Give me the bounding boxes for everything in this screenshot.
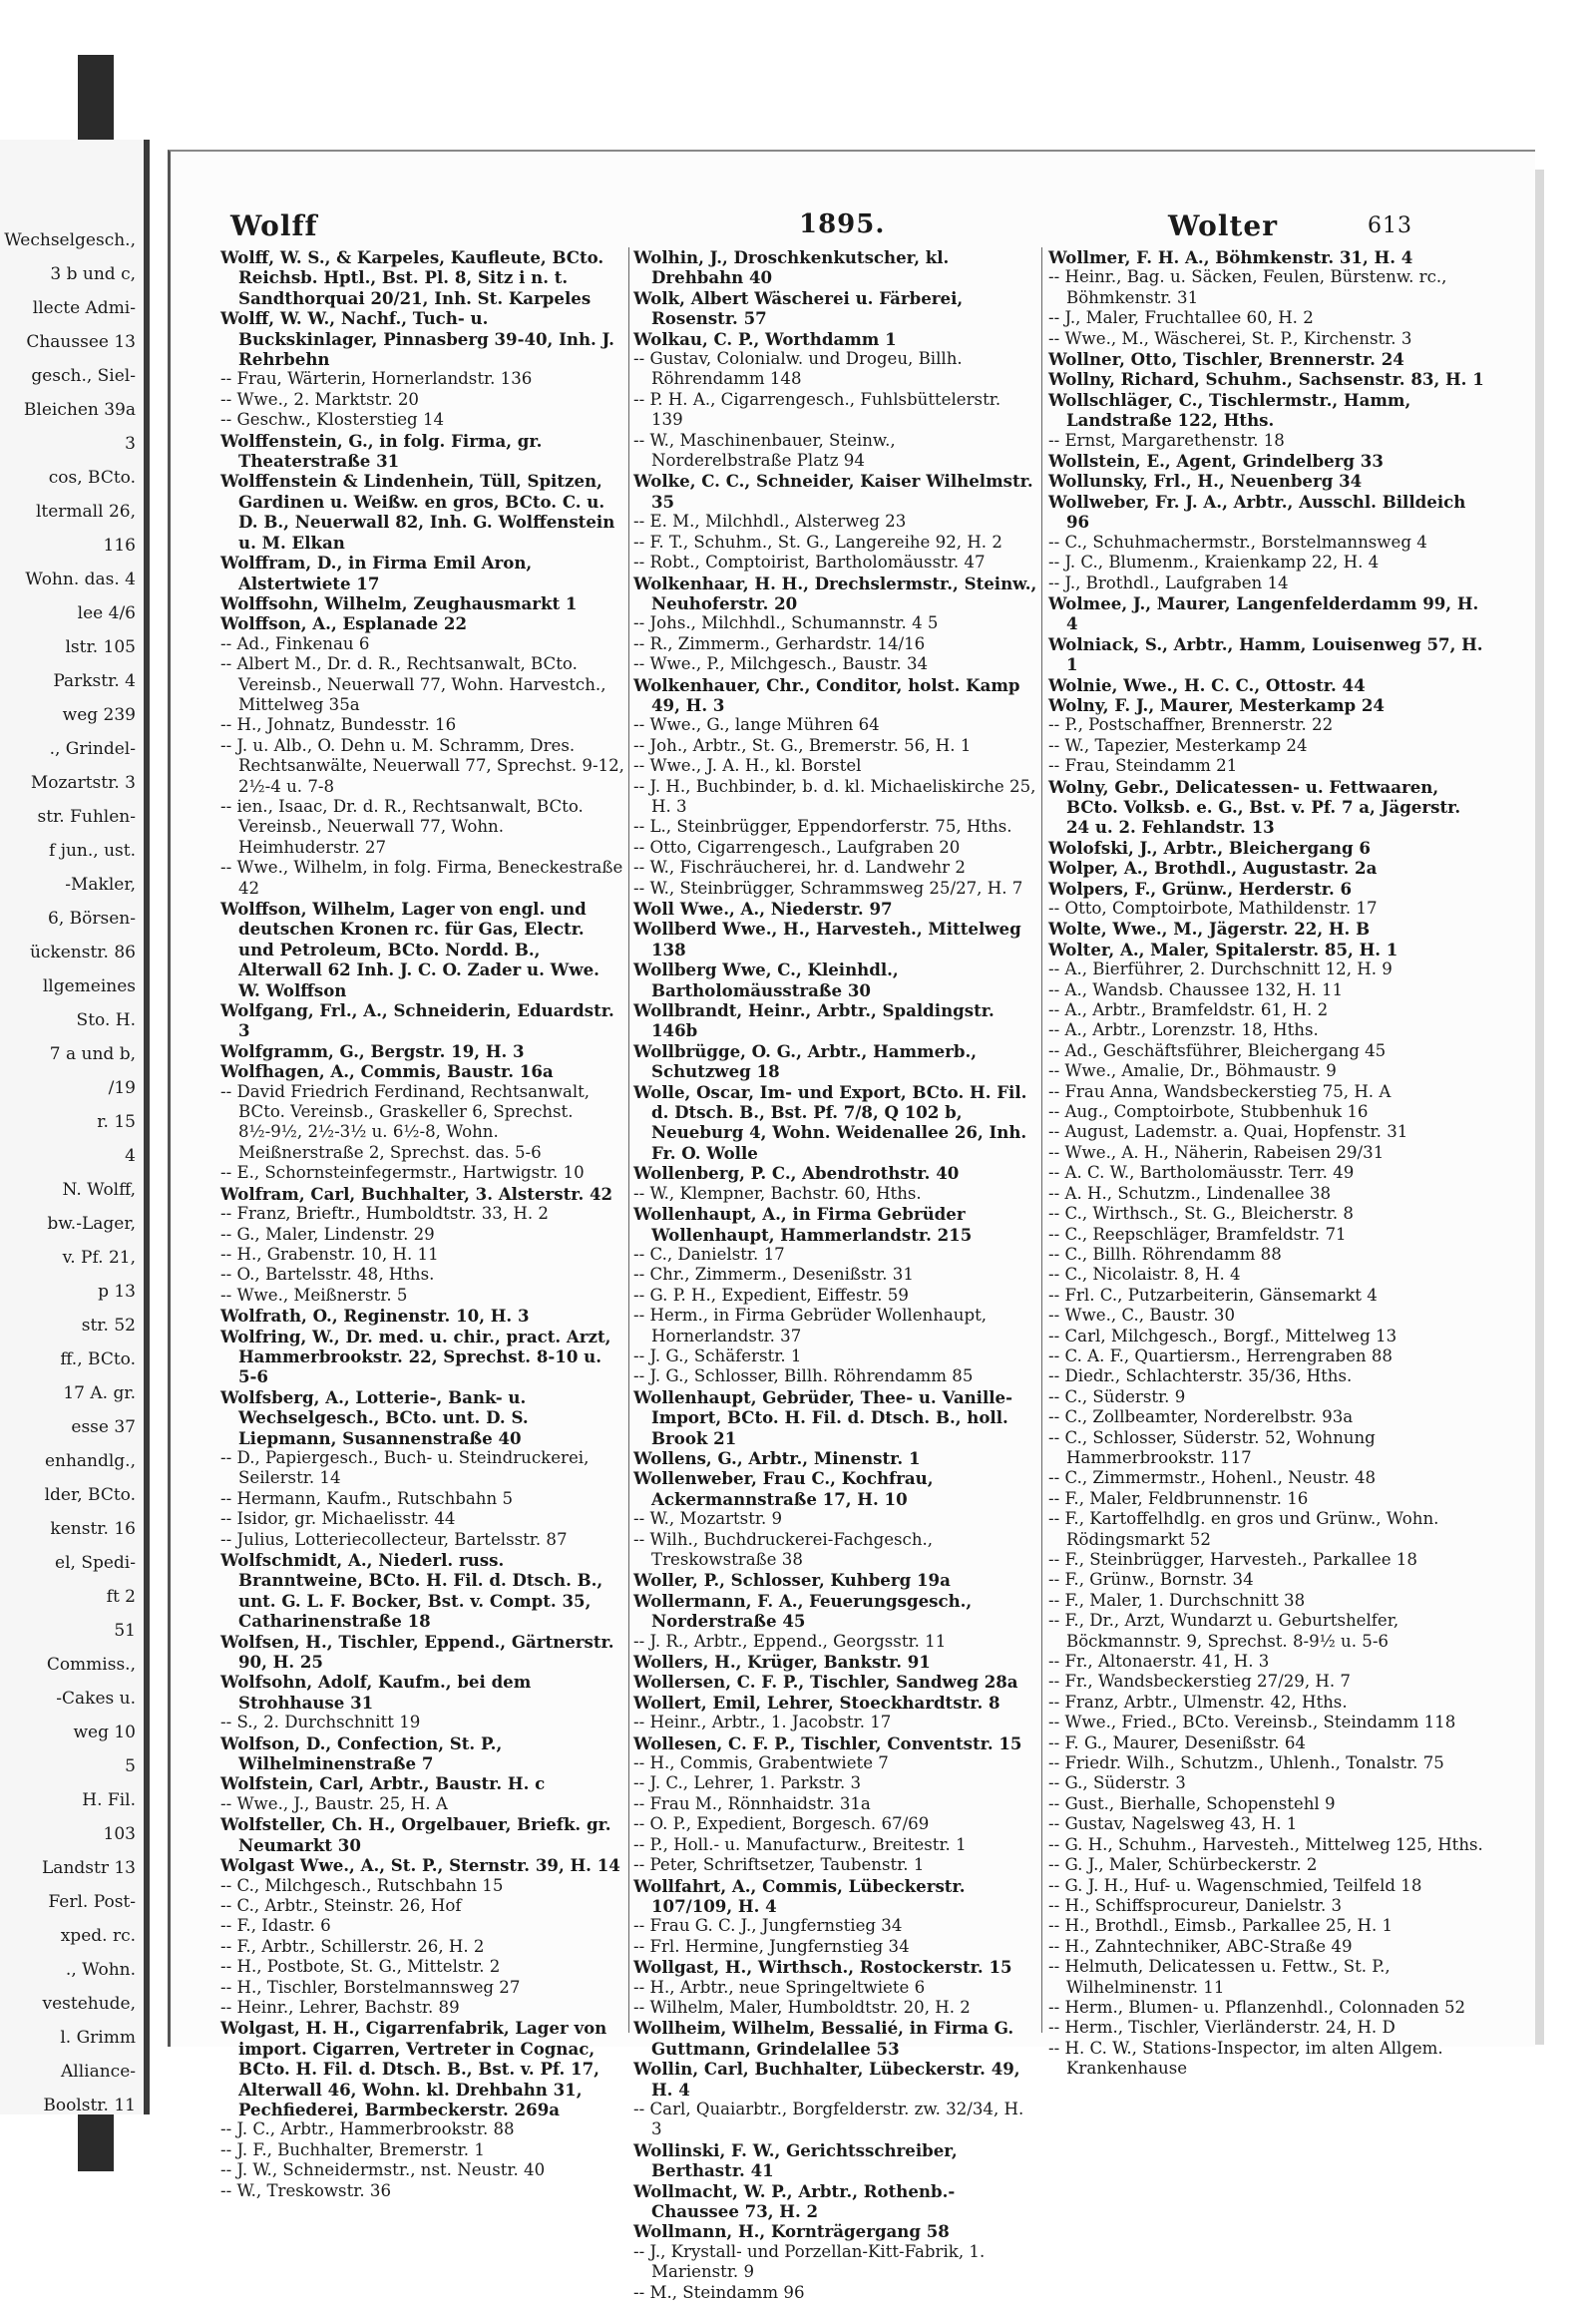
column-3	[1048, 247, 1485, 2079]
directory-entry: Wollmann, H., Kornträgergang 58	[633, 2221, 950, 2242]
directory-entry: -- D., Papiergesch., Buch- u. Steindruckerei, Seilerstr. 14	[220, 1447, 590, 1488]
directory-entry: -- Frl. C., Putzarbeiterin, Gänsemarkt 4	[1048, 1285, 1378, 1305]
directory-entry: -- J. R., Arbtr., Eppend., Georgsstr. 11	[633, 1631, 947, 1651]
directory-entry: -- Wwe., 2. Marktstr. 20	[220, 389, 419, 409]
directory-entry: Wolffsohn, Wilhelm, Zeughausmarkt 1	[220, 592, 578, 613]
directory-entry: -- J. u. Alb., O. Dehn u. M. Schramm, Dres. Rechtsanwälte, Neuerwall 77, Sprechst. 9-12, 2½-4 u. 7-8	[220, 735, 624, 796]
directory-entry: -- A. C. W., Bartholomäusstr. Terr. 49	[1048, 1163, 1355, 1183]
directory-entry: Wolfrath, O., Reginenstr. 10, H. 3	[220, 1306, 530, 1327]
directory-entry: -- H., Johnatz, Bundesstr. 16	[220, 715, 457, 735]
directory-entry: -- Ad., Finkenau 6	[220, 633, 370, 653]
directory-entry: -- F., Grünw., Bornstr. 34	[1048, 1570, 1254, 1590]
directory-entry: -- Helmuth, Delicatessen u. Fettw., St. P., Wilhelminenstr. 11	[1048, 1957, 1391, 1997]
directory-entry: -- F., Kartoffelhdlg. en gros und Grünw., Wohn. Rödingsmarkt 52	[1048, 1509, 1439, 1549]
directory-entry: -- P., Holl.- u. Manufacturw., Breitestr. 1	[633, 1834, 967, 1854]
previous-page-line: xped. rc.	[60, 1926, 136, 1946]
directory-entry: -- Franz, Arbtr., Ulmenstr. 42, Hths.	[1048, 1692, 1348, 1712]
directory-entry: Wollenberg, P. C., Abendrothstr. 40	[633, 1163, 960, 1184]
previous-page-line: ., Grindel-	[49, 739, 136, 759]
directory-entry: Wolffenstein & Lindenhein, Tüll, Spitzen, Gardinen u. Weißw. en gros, BCto. C. u. D. B., Neuerwall 82, Inh. G. Wolffenstein u. M. Elkan	[220, 471, 615, 553]
previous-page-line: weg 239	[62, 705, 136, 725]
directory-entry: Wolkau, C. P., Worthdamm 1	[633, 328, 897, 349]
directory-entry: -- H., Postbote, St. G., Mittelstr. 2	[220, 1957, 501, 1977]
directory-entry: -- Robt., Comptoirist, Bartholomäusstr. 47	[633, 553, 986, 573]
running-head-right: Wolter	[1168, 209, 1278, 242]
directory-entry: Wolff, W. W., Nachf., Tuch- u. Buckskinlager, Pinnasberg 39-40, Inh. J. Rehrbehn	[220, 308, 614, 370]
previous-page-line: p 13	[98, 1282, 136, 1302]
previous-page-line: Landstr 13	[42, 1858, 136, 1878]
directory-entry: -- A., Wandsb. Chaussee 132, H. 11	[1048, 979, 1344, 999]
previous-page-line: esse 37	[71, 1417, 136, 1437]
previous-page-line: ückenstr. 86	[29, 943, 136, 962]
previous-page-line: enhandlg.,	[44, 1451, 136, 1471]
directory-entry: -- A., Arbtr., Lorenzstr. 18, Hths.	[1048, 1020, 1319, 1040]
previous-page-line: el, Spedi-	[55, 1553, 136, 1573]
directory-entry: Wollberg Wwe, C., Kleinhdl., Bartholomäusstraße 30	[633, 960, 899, 1000]
previous-page-line: 7 a und b,	[49, 1044, 136, 1064]
directory-entry: -- Albert M., Dr. d. R., Rechtsanwalt, BCto. Vereinsb., Neuerwall 77, Wohn. Harvestch., Mittelweg 35a	[220, 654, 606, 714]
directory-entry: Wolffram, D., in Firma Emil Aron, Alstertwiete 17	[220, 553, 533, 593]
directory-entry: -- A., Arbtr., Bramfeldstr. 61, H. 2	[1048, 1000, 1329, 1020]
directory-entry: -- H., Brothdl., Eimsb., Parkallee 25, H. 1	[1048, 1916, 1394, 1936]
directory-entry: -- H. C. W., Stations-Inspector, im alten Allgem. Krankenhause	[1048, 2038, 1443, 2079]
directory-entry: -- G. J., Maler, Schürbeckerstr. 2	[1048, 1855, 1318, 1875]
previous-page-line: gesch., Siel-	[31, 366, 136, 386]
directory-entry: -- Fr., Wandsbeckerstieg 27/29, H. 7	[1048, 1672, 1351, 1692]
directory-entry: -- J. H., Buchbinder, b. d. kl. Michaeliskirche 25, H. 3	[633, 776, 1036, 816]
directory-entry: -- Johs., Milchhdl., Schumannstr. 4 5	[633, 613, 939, 633]
directory-entry: -- Wwe., C., Baustr. 30	[1048, 1306, 1236, 1326]
directory-entry: -- Wwe., Fried., BCto. Vereinsb., Steindamm 118	[1048, 1713, 1456, 1732]
previous-page-line: Mozartstr. 3	[30, 773, 136, 793]
directory-entry: Wollner, Otto, Tischler, Brennerstr. 24	[1048, 349, 1404, 370]
directory-entry: -- Otto, Comptoirbote, Mathildenstr. 17	[1048, 899, 1378, 918]
directory-entry: Wollens, G., Arbtr., Minenstr. 1	[633, 1447, 921, 1468]
directory-entry: -- O. P., Expedient, Borgesch. 67/69	[633, 1814, 930, 1834]
directory-entry: Wolff, W. S., & Karpeles, Kaufleute, BCto. Reichsb. Hptl., Bst. Pl. 8, Sitz i n. t. Sandthorquai 20/21, Inh. St. Karpeles	[220, 247, 604, 308]
previous-page-line: kenstr. 16	[50, 1519, 136, 1539]
column-rule	[628, 247, 629, 2033]
directory-entry: -- J., Brothdl., Laufgraben 14	[1048, 573, 1289, 592]
directory-entry: Wollers, H., Krüger, Bankstr. 91	[633, 1652, 931, 1673]
directory-entry: Wolpers, F., Grünw., Herderstr. 6	[1048, 878, 1353, 899]
directory-entry: -- S., 2. Durchschnitt 19	[220, 1713, 421, 1732]
previous-page-line: 3 b und c,	[50, 264, 136, 284]
previous-page-line: lder, BCto.	[44, 1485, 136, 1505]
directory-entry: -- J. C., Lehrer, 1. Parkstr. 3	[633, 1773, 862, 1793]
directory-entry: -- G. J. H., Huf- u. Wagenschmied, Teilfeld 18	[1048, 1875, 1422, 1895]
previous-page-line: ft 2	[106, 1587, 136, 1607]
directory-entry: Wolgast Wwe., A., St. P., Sternstr. 39, H. 14	[220, 1855, 620, 1876]
previous-page-line: -Makler,	[65, 875, 136, 895]
previous-page-line: N. Wolff,	[62, 1180, 136, 1200]
directory-entry: -- Wilhelm, Maler, Humboldtstr. 20, H. 2	[633, 1997, 971, 2017]
directory-entry: -- C., Arbtr., Steinstr. 26, Hof	[220, 1895, 462, 1915]
directory-entry: Wolfsohn, Adolf, Kaufm., bei dem Strohhause 31	[220, 1672, 532, 1713]
previous-page-line: 6, Börsen-	[48, 909, 136, 929]
previous-page-line: weg 10	[73, 1723, 136, 1742]
directory-entry: -- M., Steindamm 96	[633, 2282, 805, 2302]
previous-page-line: -Cakes u.	[56, 1689, 136, 1709]
directory-entry: -- Wwe., J. A. H., kl. Borstel	[633, 756, 862, 776]
directory-entry: Wolffson, Wilhelm, Lager von engl. und deutschen Kronen rc. für Gas, Electr. und Petroleum, BCto. Nordd. B., Alterwall 62 Inh. J. C. O. Zader u. Wwe. W. Wolffson	[220, 899, 599, 1000]
directory-entry: -- Frau Anna, Wandsbeckerstieg 75, H. A	[1048, 1081, 1392, 1101]
directory-entry: -- Frau M., Rönnhaidstr. 31a	[633, 1793, 871, 1813]
directory-entry: -- G., Maler, Lindenstr. 29	[220, 1224, 435, 1244]
previous-page-line: 4	[125, 1146, 136, 1166]
directory-entry: Woller, P., Schlosser, Kuhberg 19a	[633, 1570, 951, 1591]
directory-entry: Wolny, F. J., Maurer, Mesterkamp 24	[1048, 694, 1385, 715]
directory-entry: Wolgast, H. H., Cigarrenfabrik, Lager von import. Cigarren, Vertreter in Cognac, BCto. H. Fil. d. Dtsch. B., Bst. v. Pf. 17, Alterwall 46, Wohn. kl. Drehbahn 31, Pechfiederei, Barmbeckerstr. 269a	[220, 2018, 607, 2119]
directory-entry: -- H., Zahntechniker, ABC-Straße 49	[1048, 1936, 1353, 1956]
directory-entry: Wollschläger, C., Tischlermstr., Hamm, Landstraße 122, Hths.	[1048, 389, 1411, 431]
previous-page-line: 17 A. gr.	[63, 1383, 136, 1403]
directory-entry: -- Heinr., Lehrer, Bachstr. 89	[220, 1997, 460, 2017]
previous-page-fragment	[0, 140, 150, 2114]
directory-entry: -- J. W., Schneidermstr., nst. Neustr. 40	[220, 2160, 546, 2180]
directory-entry: Wollweber, Fr. J. A., Arbtr., Ausschl. Billdeich 96	[1048, 491, 1466, 533]
directory-entry: -- W., Maschinenbauer, Steinw., Norderelbstraße Platz 94	[633, 430, 896, 471]
directory-entry: Wollinski, F. W., Gerichtsschreiber, Berthastr. 41	[633, 2139, 958, 2181]
directory-entry: -- W., Fischräucherei, hr. d. Landwehr 2	[633, 858, 966, 878]
directory-entry: -- Fr., Altonaerstr. 41, H. 3	[1048, 1652, 1270, 1672]
directory-entry: Wolkenhauer, Chr., Conditor, holst. Kamp 49, H. 3	[633, 674, 1020, 715]
directory-entry: -- Frau, Wärterin, Hornerlandstr. 136	[220, 369, 533, 389]
directory-entry: Wolfhagen, A., Commis, Baustr. 16a	[220, 1061, 554, 1082]
directory-entry: -- G. H., Schuhm., Harvesteh., Mittelweg 125, Hths.	[1048, 1834, 1483, 1854]
directory-entry: Wolhin, J., Droschkenkutscher, kl. Drehbahn 40	[633, 247, 950, 288]
previous-page-line: llecte Admi-	[32, 298, 136, 318]
directory-entry: -- R., Zimmerm., Gerhardstr. 14/16	[633, 633, 926, 653]
directory-entry: -- P., Postschaffner, Brennerstr. 22	[1048, 715, 1334, 735]
directory-entry: -- C., Nicolaistr. 8, H. 4	[1048, 1265, 1241, 1285]
previous-page-line: /19	[108, 1078, 136, 1098]
previous-page-line: Wohn. das. 4	[25, 570, 136, 589]
directory-entry: Wollheim, Wilhelm, Bessalié, in Firma G. Guttmann, Grindelallee 53	[633, 2018, 1014, 2059]
directory-entry: Woll Wwe., A., Niederstr. 97	[633, 899, 893, 919]
previous-page-line: llgemeines	[42, 976, 136, 996]
directory-entry: -- David Friedrich Ferdinand, Rechtsanwalt, BCto. Vereinsb., Graskeller 6, Sprechst. 8½-9½, 2½-3½ u. 6½-8, Wohn. Meißnerstraße 2, Sprechst. das. 5-6	[220, 1081, 591, 1162]
directory-entry: -- H., Tischler, Borstelmannsweg 27	[220, 1977, 521, 1997]
previous-page-line: l. Grimm	[60, 2028, 136, 2048]
directory-entry: Wolmee, J., Maurer, Langenfelderdamm 99, H. 4	[1048, 592, 1479, 634]
directory-entry: Wollenhaupt, A., in Firma Gebrüder Wollenhaupt, Hammerlandstr. 215	[633, 1204, 973, 1245]
directory-entry: -- C., Milchgesch., Rutschbahn 15	[220, 1875, 504, 1895]
directory-entry: Wolfsteller, Ch. H., Orgelbauer, Briefk. gr. Neumarkt 30	[220, 1814, 611, 1855]
directory-entry: -- P. H. A., Cigarrengesch., Fuhlsbüttelerstr. 139	[633, 389, 1001, 430]
directory-entry: Wolffson, A., Esplanade 22	[220, 613, 468, 634]
directory-entry: -- Frau, Steindamm 21	[1048, 756, 1238, 776]
directory-entry: -- W., Tapezier, Mesterkamp 24	[1048, 735, 1308, 755]
previous-page-line: cos, BCto.	[48, 468, 136, 488]
previous-page-line: Boolstr. 11	[43, 2096, 136, 2115]
directory-entry: -- Diedr., Schlachterstr. 35/36, Hths.	[1048, 1366, 1353, 1386]
previous-page-line: ., Wohn.	[65, 1960, 136, 1980]
directory-entry: -- W., Mozartstr. 9	[633, 1509, 783, 1529]
directory-entry: Wollermann, F. A., Feuerungsgesch., Norderstraße 45	[633, 1590, 973, 1632]
directory-entry: -- Frl. Hermine, Jungfernstieg 34	[633, 1936, 910, 1956]
directory-entry: Wolfgang, Frl., A., Schneiderin, Eduardstr. 3	[220, 1000, 614, 1041]
previous-page-line: Wechselgesch.,	[4, 230, 136, 250]
directory-entry: -- Wwe., P., Milchgesch., Baustr. 34	[633, 654, 929, 674]
directory-entry: Wolfschmidt, A., Niederl. russ. Branntweine, BCto. H. Fil. d. Dtsch. B., unt. G. L. F. Bocker, Bst. v. Compt. 35, Catharinenstraße 18	[220, 1550, 603, 1632]
directory-entry: Wolniack, S., Arbtr., Hamm, Louisenweg 57, H. 1	[1048, 633, 1483, 675]
directory-entry: Wollgast, H., Wirthsch., Rostockerstr. 15	[633, 1957, 1012, 1978]
directory-entry: Wollberd Wwe., H., Harvesteh., Mittelweg 138	[633, 919, 1021, 960]
directory-entry: -- C., Zollbeamter, Norderelbstr. 93a	[1048, 1407, 1354, 1427]
directory-entry: Wolny, Gebr., Delicatessen- u. Fettwaaren, BCto. Volksb. e. G., Bst. v. Pf. 7 a, Jägerstr. 24 u. 2. Fehlandstr. 13	[1048, 776, 1461, 838]
previous-page-line: lee 4/6	[77, 603, 136, 623]
directory-entry: -- J. G., Schlosser, Billh. Röhrendamm 85	[633, 1366, 974, 1386]
directory-entry: -- Wwe., J., Baustr. 25, H. A	[220, 1793, 448, 1813]
directory-entry: Wolkenhaar, H. H., Drechslermstr., Steinw., Neuhoferstr. 20	[633, 573, 1037, 613]
page-crease	[144, 140, 150, 2114]
directory-entry: Wollbrandt, Heinr., Arbtr., Spaldingstr. 146b	[633, 1000, 995, 1041]
running-head-year: 1895.	[799, 209, 886, 239]
previous-page-line: 5	[125, 1756, 136, 1776]
directory-entry: -- Isidor, gr. Michaelisstr. 44	[220, 1509, 456, 1529]
directory-entry: Wollny, Richard, Schuhm., Sachsenstr. 83, H. 1	[1048, 369, 1484, 390]
directory-entry: -- Ad., Geschäftsführer, Bleichergang 45	[1048, 1040, 1387, 1060]
directory-entry: -- Wwe., A. H., Näherin, Rabeisen 29/31	[1048, 1142, 1385, 1162]
directory-entry: -- Heinr., Bag. u. Säcken, Feulen, Bürstenw. rc., Böhmkenstr. 31	[1048, 267, 1447, 307]
directory-entry: -- J. F., Buchhalter, Bremerstr. 1	[220, 2139, 485, 2159]
directory-entry: Wollersen, C. F. P., Tischler, Sandweg 28a	[633, 1672, 1018, 1693]
directory-entry: -- C., Schlosser, Süderstr. 52, Wohnung Hammerbrookstr. 117	[1048, 1427, 1376, 1467]
previous-page-line: r. 15	[97, 1112, 136, 1132]
directory-entry: Wollmacht, W. P., Arbtr., Rothenb.-Chaussee 73, H. 2	[633, 2180, 956, 2221]
directory-entry: Wolk, Albert Wäscherei u. Färberei, Rosenstr. 57	[633, 287, 964, 329]
directory-entry: -- J., Krystall- und Porzellan-Kitt-Fabrik, 1. Marienstr. 9	[633, 2241, 986, 2282]
directory-entry: -- Aug., Comptoirbote, Stubbenhuk 16	[1048, 1102, 1369, 1122]
previous-page-line: Sto. H.	[76, 1010, 136, 1030]
previous-page-line: Chaussee 13	[26, 332, 136, 352]
directory-entry: -- Frau G. C. J., Jungfernstieg 34	[633, 1916, 903, 1936]
directory-entry: Wollenweber, Frau C., Kochfrau, Ackermannstraße 17, H. 10	[633, 1468, 934, 1509]
directory-entry: Wollert, Emil, Lehrer, Stoeckhardtstr. 8	[633, 1692, 1000, 1713]
directory-entry: Wolnie, Wwe., H. C. C., Ottostr. 44	[1048, 674, 1366, 695]
directory-entry: -- Heinr., Arbtr., 1. Jacobstr. 17	[633, 1713, 892, 1732]
directory-entry: Wolfstein, Carl, Arbtr., Baustr. H. c	[220, 1773, 546, 1794]
directory-entry: -- J. G., Schäferstr. 1	[633, 1345, 802, 1365]
directory-entry: -- L., Steinbrügger, Eppendorferstr. 75, Hths.	[633, 817, 1012, 837]
previous-page-line: str. Fuhlen-	[37, 807, 136, 827]
directory-entry: Wolte, Wwe., M., Jägerstr. 22, H. B	[1048, 919, 1371, 940]
directory-entry: Wollstein, E., Agent, Grindelberg 33	[1048, 451, 1384, 472]
column-2	[633, 247, 1037, 2302]
directory-entry: Wolle, Oscar, Im- und Export, BCto. H. Fil. d. Dtsch. B., Bst. Pf. 7/8, Q 102 b, Neueburg 4, Wohn. Weidenallee 26, Inh. Fr. O. Wolle	[633, 1081, 1027, 1163]
directory-entry: -- C. A. F., Quartiersm., Herrengraben 88	[1048, 1345, 1393, 1365]
previous-page-line: ff., BCto.	[60, 1349, 136, 1369]
directory-entry: Wolter, A., Maler, Spitalerstr. 85, H. 1	[1048, 939, 1398, 960]
directory-entry: -- Joh., Arbtr., St. G., Bremerstr. 56, H. 1	[633, 735, 972, 755]
directory-entry: -- Gustav, Nagelsweg 43, H. 1	[1048, 1814, 1298, 1834]
directory-entry: Wolfgramm, G., Bergstr. 19, H. 3	[220, 1040, 525, 1061]
directory-entry: -- Wwe., Meißnerstr. 5	[220, 1285, 408, 1305]
directory-entry: -- A. H., Schutzm., Lindenallee 38	[1048, 1183, 1332, 1203]
directory-entry: -- F., Dr., Arzt, Wundarzt u. Geburtshelfer, Böckmannstr. 9, Sprechst. 8-9½ u. 5-6	[1048, 1611, 1399, 1651]
directory-entry: -- Peter, Schriftsetzer, Taubenstr. 1	[633, 1855, 925, 1875]
directory-entry: Wollmer, F. H. A., Böhmkenstr. 31, H. 4	[1048, 247, 1413, 267]
directory-entry: -- Geschw., Klosterstieg 14	[220, 410, 445, 430]
directory-entry: -- F., Idastr. 6	[220, 1916, 331, 1936]
directory-entry: Wollesen, C. F. P., Tischler, Conventstr. 15	[633, 1732, 1022, 1753]
previous-page-line: bw.-Lager,	[47, 1214, 136, 1234]
page-number: 613	[1368, 213, 1412, 238]
directory-entry: -- Herm., Tischler, Vierländerstr. 24, H. D	[1048, 2018, 1396, 2038]
directory-entry: -- Wwe., Wilhelm, in folg. Firma, Beneckestraße 42	[220, 858, 623, 898]
directory-entry: -- H., Grabenstr. 10, H. 11	[220, 1244, 439, 1264]
directory-entry: -- Wwe., M., Wäscherei, St. P., Kirchenstr. 3	[1048, 328, 1412, 348]
directory-entry: -- A., Bierführer, 2. Durchschnitt 12, H. 9	[1048, 960, 1393, 979]
directory-entry: Wolke, C. C., Schneider, Kaiser Wilhelmstr. 35	[633, 471, 1033, 512]
directory-entry: -- H., Schiffsprocureur, Danielstr. 3	[1048, 1895, 1343, 1915]
directory-entry: Wolfson, D., Confection, St. P., Wilhelminenstraße 7	[220, 1732, 503, 1774]
previous-page-line: str. 52	[81, 1316, 136, 1336]
directory-entry: -- Gustav, Colonialw. und Drogeu, Billh. Röhrendamm 148	[633, 349, 963, 389]
directory-entry: -- C., Reepschläger, Bramfeldstr. 71	[1048, 1224, 1347, 1244]
directory-entry: -- H., Commis, Grabentwiete 7	[633, 1753, 889, 1773]
directory-entry: -- F. G., Maurer, Desenißstr. 64	[1048, 1732, 1306, 1752]
previous-page-line: Alliance-	[61, 2062, 136, 2082]
previous-page-line: vestehude,	[42, 1994, 136, 2014]
directory-entry: -- J. C., Arbtr., Hammerbrookstr. 88	[220, 2119, 515, 2139]
directory-entry: -- W., Steinbrügger, Schrammsweg 25/27, H. 7	[633, 878, 1023, 898]
directory-entry: -- G., Süderstr. 3	[1048, 1773, 1186, 1793]
directory-entry: -- Hermann, Kaufm., Rutschbahn 5	[220, 1488, 514, 1508]
previous-page-line: 51	[114, 1621, 136, 1641]
directory-entry: -- C., Süderstr. 9	[1048, 1386, 1186, 1406]
directory-entry: -- Carl, Milchgesch., Borgf., Mittelweg 13	[1048, 1326, 1397, 1345]
directory-entry: Wollfahrt, A., Commis, Lübeckerstr. 107/109, H. 4	[633, 1875, 966, 1916]
directory-page	[168, 150, 1535, 2302]
directory-entry: Wollbrügge, O. G., Arbtr., Hammerb., Schutzweg 18	[633, 1040, 978, 1082]
directory-entry: Wolfring, W., Dr. med. u. chir., pract. Arzt, Hammerbrookstr. 22, Sprechst. 8-10 u. 5-6	[220, 1326, 611, 1387]
directory-entry: -- W., Treskowstr. 36	[220, 2180, 392, 2200]
directory-entry: Wolffenstein, G., in folg. Firma, gr. Theaterstraße 31	[220, 430, 543, 472]
previous-page-line: H. Fil.	[82, 1790, 136, 1810]
directory-entry: -- G. P. H., Expedient, Eiffestr. 59	[633, 1285, 909, 1305]
directory-entry: -- J. C., Blumenm., Kraienkamp 22, H. 4	[1048, 553, 1380, 573]
directory-entry: -- F., Arbtr., Schillerstr. 26, H. 2	[220, 1936, 485, 1956]
directory-entry: -- Chr., Zimmerm., Desenißstr. 31	[633, 1265, 914, 1285]
directory-entry: -- E., Schornsteinfegermstr., Hartwigstr. 10	[220, 1163, 585, 1183]
directory-entry: -- Wilh., Buchdruckerei-Fachgesch., Treskowstraße 38	[633, 1529, 934, 1569]
directory-entry: -- F., Steinbrügger, Harvesteh., Parkallee 18	[1048, 1550, 1417, 1569]
directory-entry: -- Wwe., G., lange Mühren 64	[633, 715, 880, 735]
previous-page-line: Ferl. Post-	[48, 1892, 136, 1912]
directory-entry: -- August, Lademstr. a. Quai, Hopfenstr. 31	[1048, 1122, 1408, 1142]
previous-page-line: 116	[103, 536, 136, 556]
directory-entry: -- O., Bartelsstr. 48, Hths.	[220, 1265, 435, 1285]
directory-entry: Wolofski, J., Arbtr., Bleichergang 6	[1048, 837, 1371, 858]
directory-entry: -- ien., Isaac, Dr. d. R., Rechtsanwalt, BCto. Vereinsb., Neuerwall 77, Wohn. Heimhuderstr. 27	[220, 796, 584, 857]
directory-entry: -- F., Maler, Feldbrunnenstr. 16	[1048, 1488, 1309, 1508]
directory-entry: -- Otto, Cigarrengesch., Laufgraben 20	[633, 837, 961, 857]
previous-page-line: Commiss.,	[46, 1655, 136, 1675]
column-rule	[1041, 247, 1042, 2033]
directory-entry: -- C., Wirthsch., St. G., Bleicherstr. 8	[1048, 1204, 1354, 1224]
directory-entry: -- H., Arbtr., neue Springeltwiete 6	[633, 1977, 926, 1997]
directory-entry: -- Friedr. Wilh., Schutzm., Uhlenh., Tonalstr. 75	[1048, 1753, 1444, 1773]
directory-entry: Wollenhaupt, Gebrüder, Thee- u. Vanille-Import, BCto. H. Fil. d. Dtsch. B., holl. Brook 21	[633, 1386, 1013, 1448]
previous-page-line: 103	[103, 1824, 136, 1844]
directory-entry: -- C., Schuhmachermstr., Borstelmannsweg 4	[1048, 532, 1427, 552]
running-head-left: Wolff	[230, 209, 318, 242]
previous-page-line: ltermall 26,	[35, 502, 136, 522]
directory-entry: Wolfram, Carl, Buchhalter, 3. Alsterstr. 42	[220, 1183, 613, 1204]
directory-entry: Wollin, Carl, Buchhalter, Lübeckerstr. 49, H. 4	[633, 2059, 1020, 2100]
previous-page-line: v. Pf. 21,	[62, 1248, 136, 1268]
directory-entry: -- Wwe., Amalie, Dr., Böhmaustr. 9	[1048, 1061, 1337, 1081]
directory-entry: -- Franz, Brieftr., Humboldtstr. 33, H. 2	[220, 1204, 549, 1224]
directory-entry: Wolfsberg, A., Lotterie-, Bank- u. Wechselgesch., BCto. unt. D. S. Liepmann, Susannenstraße 40	[220, 1386, 529, 1448]
directory-entry: -- C., Billh. Röhrendamm 88	[1048, 1244, 1282, 1264]
previous-page-line: Bleichen 39a	[23, 400, 136, 420]
directory-entry: -- F., Maler, 1. Durchschnitt 38	[1048, 1590, 1306, 1610]
directory-entry: -- E. M., Milchhdl., Alsterweg 23	[633, 512, 907, 532]
previous-page-line: lstr. 105	[65, 637, 136, 657]
directory-entry: -- Herm., in Firma Gebrüder Wollenhaupt, Hornerlandstr. 37	[633, 1306, 988, 1345]
previous-page-line: 3	[125, 434, 136, 454]
directory-entry: -- W., Klempner, Bachstr. 60, Hths.	[633, 1183, 922, 1203]
directory-entry: -- F. T., Schuhm., St. G., Langereihe 92, H. 2	[633, 532, 1002, 552]
directory-entry: Wolper, A., Brothdl., Augustastr. 2a	[1048, 858, 1378, 879]
directory-entry: -- J., Maler, Fruchtallee 60, H. 2	[1048, 308, 1314, 328]
previous-page-line: f jun., ust.	[49, 841, 136, 861]
directory-entry: -- Herm., Blumen- u. Pflanzenhdl., Colonnaden 52	[1048, 1997, 1466, 2017]
directory-entry: -- Carl, Quaiarbtr., Borgfelderstr. zw. 32/34, H. 3	[633, 2099, 1024, 2139]
directory-entry: -- C., Danielstr. 17	[633, 1244, 785, 1264]
directory-entry: -- C., Zimmermstr., Hohenl., Neustr. 48	[1048, 1468, 1377, 1488]
directory-entry: -- Julius, Lotteriecollecteur, Bartelsstr. 87	[220, 1529, 568, 1549]
column-1	[220, 247, 624, 2200]
directory-entry: -- Ernst, Margarethenstr. 18	[1048, 430, 1285, 450]
directory-entry: -- Gust., Bierhalle, Schopenstehl 9	[1048, 1793, 1336, 1813]
directory-entry: Wollunsky, Frl., H., Neuenberg 34	[1048, 471, 1363, 492]
directory-entry: Wolfsen, H., Tischler, Eppend., Gärtnerstr. 90, H. 25	[220, 1631, 614, 1673]
previous-page-line: Parkstr. 4	[53, 671, 136, 691]
